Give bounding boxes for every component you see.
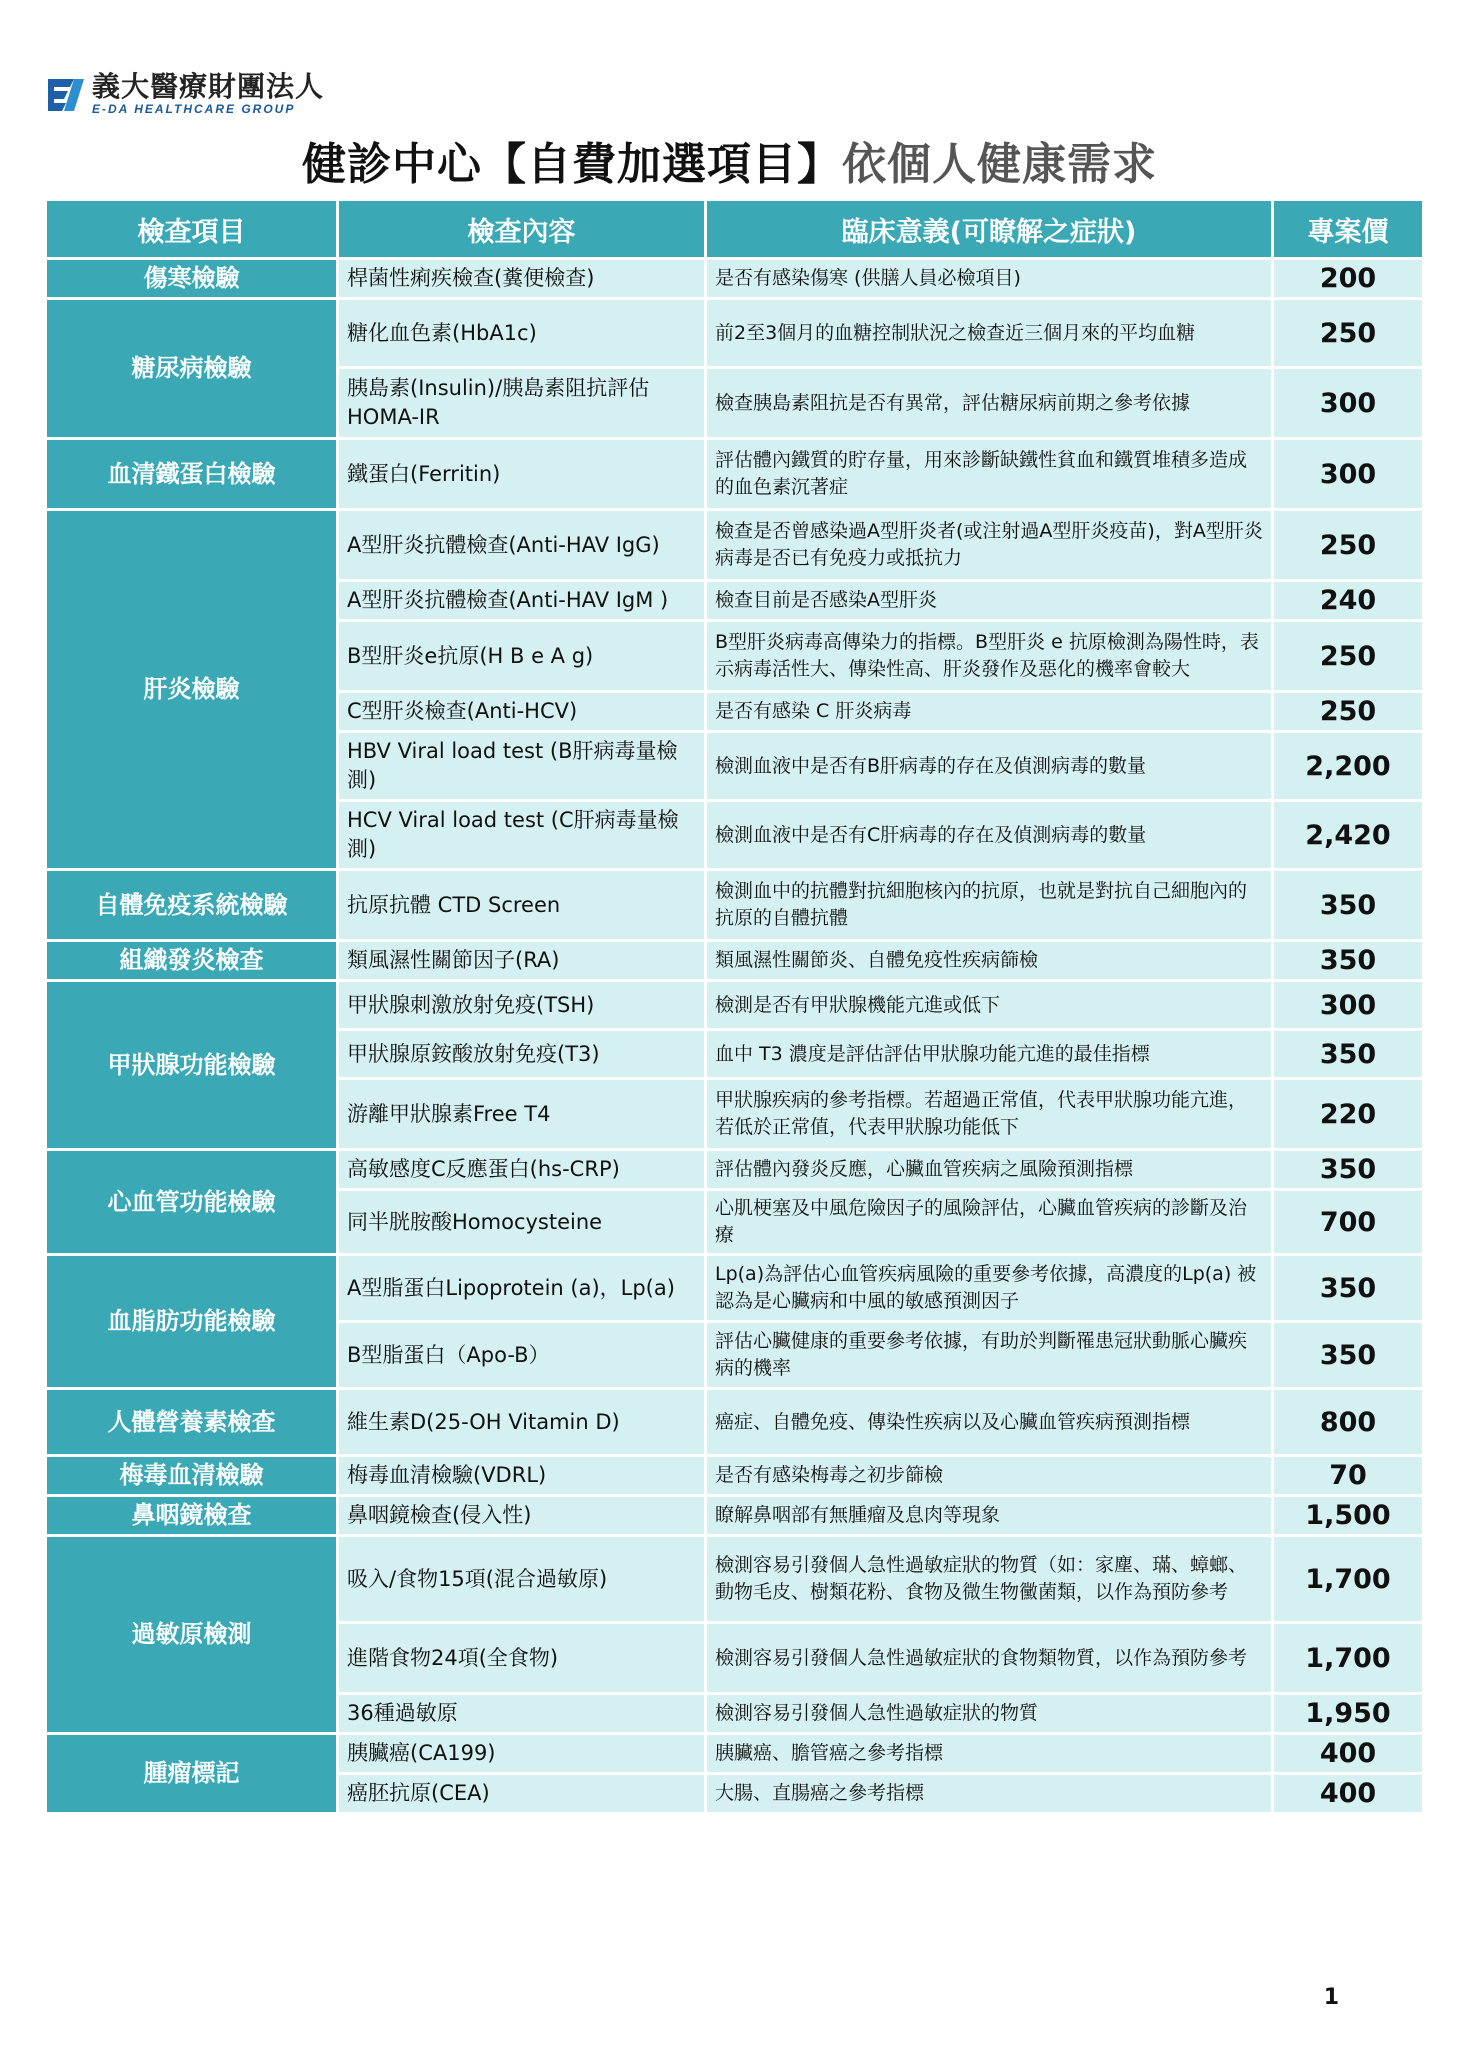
price-cell: 350 — [1274, 1151, 1422, 1188]
category-cell: 過敏原檢測 — [47, 1537, 336, 1732]
content-cell: B型脂蛋白（Apo-B） — [339, 1323, 704, 1387]
hospital-logo — [44, 70, 324, 118]
content-cell: 癌胚抗原(CEA) — [339, 1775, 704, 1812]
category-cell: 肝炎檢驗 — [47, 511, 336, 868]
content-cell: 吸入/食物15項(混合過敏原) — [339, 1537, 704, 1621]
price-cell: 1,500 — [1274, 1497, 1422, 1534]
price-cell: 350 — [1274, 871, 1422, 939]
table-row — [47, 1256, 1422, 1320]
price-cell: 700 — [1274, 1191, 1422, 1253]
logo-chinese-name: 義大醫療財團法人 — [92, 70, 325, 103]
meaning-cell: 血中 T3 濃度是評估評估甲狀腺功能亢進的最佳指標 — [707, 1031, 1271, 1077]
table-row — [47, 871, 1422, 939]
meaning-cell: 是否有感染梅毒之初步篩檢 — [707, 1457, 1271, 1494]
table-row — [47, 1390, 1422, 1454]
header-content: 檢查內容 — [339, 201, 704, 257]
meaning-cell: 檢查是否曾感染過A型肝炎者(或注射過A型肝炎疫苗)，對A型肝炎病毒是否已有免疫力或抵抗力 — [707, 511, 1271, 579]
meaning-cell: 檢測容易引發個人急性過敏症狀的物質（如：家塵、璊、蟑螂、動物毛皮、樹類花粉、食物及微生物黴菌類，以作為預防參考 — [707, 1537, 1271, 1621]
content-cell: 鐵蛋白(Ferritin) — [339, 440, 704, 508]
content-cell: 進階食物24項(全食物) — [339, 1624, 704, 1692]
table-row — [47, 300, 1422, 366]
category-cell: 血脂肪功能檢驗 — [47, 1256, 336, 1387]
content-cell: 同半胱胺酸Homocysteine — [339, 1191, 704, 1253]
meaning-cell: 檢查胰島素阻抗是否有異常，評估糖尿病前期之參考依據 — [707, 369, 1271, 437]
meaning-cell: 檢測是否有甲狀腺機能亢進或低下 — [707, 982, 1271, 1028]
header-category: 檢查項目 — [47, 201, 336, 257]
table-header-row — [47, 201, 1422, 257]
category-cell: 傷寒檢驗 — [47, 260, 336, 297]
content-cell: 36種過敏原 — [339, 1695, 704, 1732]
table-row — [47, 1735, 1422, 1772]
meaning-cell: 胰臟癌、膽管癌之參考指標 — [707, 1735, 1271, 1772]
meaning-cell: 評估心臟健康的重要參考依據，有助於判斷罹患冠狀動脈心臟疾病的機率 — [707, 1323, 1271, 1387]
price-cell: 2,420 — [1274, 802, 1422, 868]
content-cell: 類風濕性關節因子(RA) — [339, 942, 704, 979]
category-cell: 甲狀腺功能檢驗 — [47, 982, 336, 1148]
price-cell: 200 — [1274, 260, 1422, 297]
content-cell: 胰島素(Insulin)/胰島素阻抗評估HOMA-IR — [339, 369, 704, 437]
meaning-cell: 檢測容易引發個人急性過敏症狀的物質 — [707, 1695, 1271, 1732]
content-cell: HCV Viral load test (C肝病毒量檢測) — [339, 802, 704, 868]
meaning-cell: 瞭解鼻咽部有無腫瘤及息肉等現象 — [707, 1497, 1271, 1534]
title-sub: 依個人健康需求 — [842, 139, 1157, 190]
price-cell: 300 — [1274, 369, 1422, 437]
meaning-cell: 檢查目前是否感染A型肝炎 — [707, 582, 1271, 619]
logo-english-name: E-DA HEALTHCARE GROUP — [92, 102, 296, 116]
meaning-cell: 評估體內發炎反應，心臟血管疾病之風險預測指標 — [707, 1151, 1271, 1188]
table-row — [47, 440, 1422, 508]
header-meaning: 臨床意義(可瞭解之症狀) — [707, 201, 1271, 257]
price-cell: 350 — [1274, 1031, 1422, 1077]
category-cell: 血清鐵蛋白檢驗 — [47, 440, 336, 508]
meaning-cell: 心肌梗塞及中風危險因子的風險評估，心臟血管疾病的診斷及治療 — [707, 1191, 1271, 1253]
meaning-cell: 甲狀腺疾病的參考指標。若超過正常值，代表甲狀腺功能亢進，若低於正常值，代表甲狀腺功能低下 — [707, 1080, 1271, 1148]
table-row — [47, 1537, 1422, 1621]
meaning-cell: 大腸、直腸癌之參考指標 — [707, 1775, 1271, 1812]
meaning-cell: 前2至3個月的血糖控制狀況之檢查近三個月來的平均血糖 — [707, 300, 1271, 366]
meaning-cell: 是否有感染傷寒 (供膳人員必檢項目) — [707, 260, 1271, 297]
meaning-cell: Lp(a)為評估心血管疾病風險的重要參考依據，高濃度的Lp(a) 被認為是心臟病和中風的敏感預測因子 — [707, 1256, 1271, 1320]
price-cell: 300 — [1274, 982, 1422, 1028]
meaning-cell: 是否有感染 C 肝炎病毒 — [707, 693, 1271, 730]
price-cell: 400 — [1274, 1735, 1422, 1772]
price-cell: 300 — [1274, 440, 1422, 508]
category-cell: 自體免疫系統檢驗 — [47, 871, 336, 939]
meaning-cell: 檢測血中的抗體對抗細胞核內的抗原，也就是對抗自己細胞內的抗原的自體抗體 — [707, 871, 1271, 939]
category-cell: 梅毒血清檢驗 — [47, 1457, 336, 1494]
price-cell: 250 — [1274, 300, 1422, 366]
table-row — [47, 1497, 1422, 1534]
price-cell: 250 — [1274, 511, 1422, 579]
content-cell: C型肝炎檢查(Anti-HCV) — [339, 693, 704, 730]
content-cell: 桿菌性痢疾檢查(糞便檢查) — [339, 260, 704, 297]
content-cell: A型肝炎抗體檢查(Anti-HAV IgM ) — [339, 582, 704, 619]
table-body — [47, 260, 1422, 1812]
category-cell: 人體營養素檢查 — [47, 1390, 336, 1454]
price-cell: 350 — [1274, 1256, 1422, 1320]
content-cell: 維生素D(25-OH Vitamin D) — [339, 1390, 704, 1454]
price-cell: 250 — [1274, 693, 1422, 730]
category-cell: 心血管功能檢驗 — [47, 1151, 336, 1253]
eda-logo-icon — [44, 73, 86, 115]
content-cell: B型肝炎e抗原(H B e A g) — [339, 622, 704, 690]
meaning-cell: 檢測血液中是否有B肝病毒的存在及偵測病毒的數量 — [707, 733, 1271, 799]
price-cell: 1,700 — [1274, 1537, 1422, 1621]
table-row — [47, 511, 1422, 579]
content-cell: 甲狀腺原銨酸放射免疫(T3) — [339, 1031, 704, 1077]
meaning-cell: 檢測血液中是否有C肝病毒的存在及偵測病毒的數量 — [707, 802, 1271, 868]
price-cell: 800 — [1274, 1390, 1422, 1454]
header-price: 專案價 — [1274, 201, 1422, 257]
content-cell: HBV Viral load test (B肝病毒量檢測) — [339, 733, 704, 799]
content-cell: 甲狀腺刺激放射免疫(TSH) — [339, 982, 704, 1028]
price-cell: 1,950 — [1274, 1695, 1422, 1732]
meaning-cell: 癌症、自體免疫、傳染性疾病以及心臟血管疾病預測指標 — [707, 1390, 1271, 1454]
content-cell: 鼻咽鏡檢查(侵入性) — [339, 1497, 704, 1534]
page-title — [0, 128, 1459, 192]
category-cell: 糖尿病檢驗 — [47, 300, 336, 437]
table-row — [47, 1151, 1422, 1188]
meaning-cell: 類風濕性關節炎、自體免疫性疾病篩檢 — [707, 942, 1271, 979]
content-cell: 游離甲狀腺素Free T4 — [339, 1080, 704, 1148]
content-cell: 抗原抗體 CTD Screen — [339, 871, 704, 939]
price-cell: 400 — [1274, 1775, 1422, 1812]
price-cell: 70 — [1274, 1457, 1422, 1494]
table-row — [47, 942, 1422, 979]
price-cell: 220 — [1274, 1080, 1422, 1148]
content-cell: 高敏感度C反應蛋白(hs-CRP) — [339, 1151, 704, 1188]
price-cell: 350 — [1274, 942, 1422, 979]
price-table — [44, 198, 1425, 1815]
content-cell: A型肝炎抗體檢查(Anti-HAV IgG) — [339, 511, 704, 579]
content-cell: 梅毒血清檢驗(VDRL) — [339, 1457, 704, 1494]
content-cell: A型脂蛋白Lipoprotein (a)，Lp(a) — [339, 1256, 704, 1320]
price-cell: 1,700 — [1274, 1624, 1422, 1692]
page-number: 1 — [1323, 1985, 1339, 2010]
title-main: 健診中心【自費加選項目】 — [302, 139, 842, 190]
content-cell: 糖化血色素(HbA1c) — [339, 300, 704, 366]
category-cell: 組織發炎檢查 — [47, 942, 336, 979]
price-cell: 240 — [1274, 582, 1422, 619]
table-row — [47, 260, 1422, 297]
category-cell: 鼻咽鏡檢查 — [47, 1497, 336, 1534]
price-cell: 350 — [1274, 1323, 1422, 1387]
meaning-cell: 檢測容易引發個人急性過敏症狀的食物類物質，以作為預防參考 — [707, 1624, 1271, 1692]
price-cell: 2,200 — [1274, 733, 1422, 799]
content-cell: 胰臟癌(CA199) — [339, 1735, 704, 1772]
meaning-cell: 評估體內鐵質的貯存量，用來診斷缺鐵性貧血和鐵質堆積多造成的血色素沉著症 — [707, 440, 1271, 508]
meaning-cell: B型肝炎病毒高傳染力的指標。B型肝炎 e 抗原檢測為陽性時，表示病毒活性大、傳染性高、肝炎發作及惡化的機率會較大 — [707, 622, 1271, 690]
category-cell: 腫瘤標記 — [47, 1735, 336, 1812]
price-cell: 250 — [1274, 622, 1422, 690]
table-row — [47, 1457, 1422, 1494]
table-row — [47, 982, 1422, 1028]
